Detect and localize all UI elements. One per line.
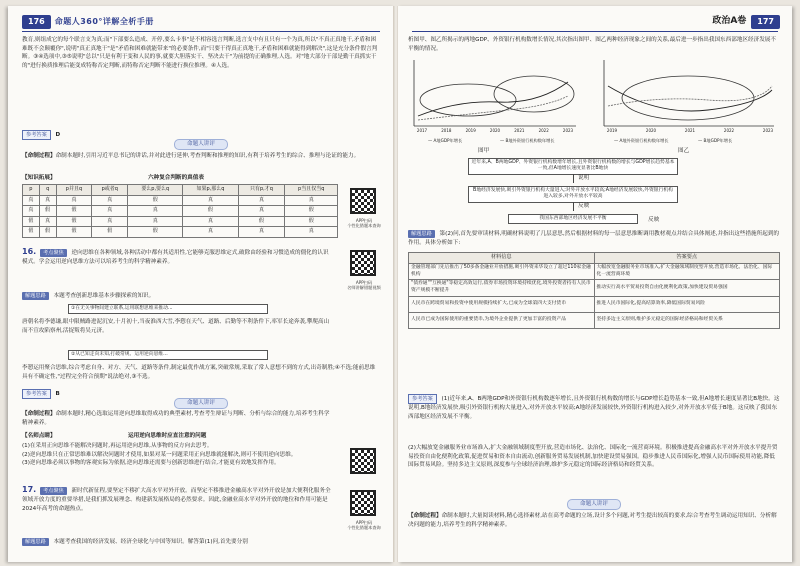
flow-arrow-1 [573, 174, 574, 183]
compare-cell-material: 人民币在跨境贸易和投资中使用规模持续扩大,已成为全球第四大支付货币 [409, 296, 595, 312]
truth-table-cell: 假 [56, 206, 92, 217]
truth-table-cell: 真 [238, 206, 285, 217]
q16-solve-text: 本题考查创新思维基本步骤探索的知识。 [53, 293, 155, 299]
answer-1: D [55, 132, 61, 138]
truth-table-wrapper [22, 184, 338, 238]
truth-table-cell: 真 [183, 227, 238, 238]
charts-illustration [408, 56, 780, 146]
qr-code-3[interactable] [350, 448, 376, 474]
qr-caption-2: APP扫码 名师讲解错题视频 [347, 280, 381, 291]
truth-table-header-cell: p当且仅当q [285, 185, 338, 196]
qr-caption-3: APP扫码 个性化错题本查询 [347, 520, 381, 531]
flow-label-2: 反映 [578, 203, 590, 209]
truth-table-cell: 真 [183, 195, 238, 206]
truth-table-cell: 真 [92, 216, 128, 227]
header-rule [22, 31, 380, 32]
year-tick-label: 2019 [465, 128, 476, 133]
truth-table-cell: 假 [285, 216, 338, 227]
truth-table-cell: 假 [92, 227, 128, 238]
method-points [22, 442, 334, 468]
answer-2-label: 参考答案 [22, 389, 51, 399]
left-page-number: 176 [22, 15, 51, 29]
truth-table-cell: 真 [92, 195, 128, 206]
truth-table-header-cell: 如果p,那么q [183, 185, 238, 196]
method-label: 【名师点睛】 [22, 433, 56, 439]
compare-cell-answer: 大幅放宽金融服务业市场准入,扩大金融领域制度型开放,营造市场化、法治化、国际化一流营商环境 [594, 263, 780, 279]
knowledge-label: 【知识拓展】 [22, 175, 56, 181]
truth-table-cell: 假 [39, 206, 56, 217]
ref-answer-tag: 参考答案 [408, 394, 437, 404]
truth-table-cell: 假 [23, 227, 40, 238]
truth-table-title: 六种复合判断的真值表 [148, 175, 204, 181]
chart-jia [414, 60, 576, 144]
truth-table-cell: 假 [285, 206, 338, 217]
compare-header-material: 材料信息 [409, 253, 595, 264]
band-commentary-2: 命题人讲评 [22, 399, 380, 408]
q17-focus-tag: 考点聚焦 [40, 487, 67, 495]
q16-flow-box-2: ②从已知走向未知,打破常规、运用逆向思维... [68, 350, 268, 360]
analysis-tag: 解题思路 [408, 230, 435, 238]
band-commentary-right: 命题人讲评 [408, 500, 780, 509]
year-tick-label: 2020 [489, 128, 501, 133]
truth-table-cell: 真 [238, 227, 285, 238]
truth-table-cell: 假 [23, 216, 40, 227]
truth-table-header-row [23, 185, 338, 196]
left-page-header [22, 14, 154, 30]
analysis-paragraph: 解题思路 第(2)问,首先要审读材料,明确材料说明了几层意思,然后根据材料的每一层意思推断调用教材观点并结合具体阐述,并指出这些措施所起到的作用。具体分析如下: [408, 231, 780, 246]
flow-arrow-2 [573, 202, 574, 211]
chart-yi-caption: 图乙 [678, 148, 690, 154]
qr-code-2[interactable] [350, 250, 376, 276]
q17-solve-row [22, 538, 334, 547]
question-17-number: 17. [22, 485, 37, 494]
right-header-rule [412, 31, 778, 32]
truth-table-cell: 假 [39, 227, 56, 238]
flow-box-1: 近年来,A、B两地GDP、外资银行机构数增年增长,且外资银行机构数的增长与GDP增长趋势基本一致,但A地增长速度显著比B地快 [468, 158, 678, 175]
year-tick-label: 2021 [684, 128, 696, 133]
left-page [8, 6, 394, 562]
year-tick-label: 2020 [645, 128, 657, 133]
truth-table-header-cell: p并且q [56, 185, 92, 196]
qr-code-4[interactable] [350, 490, 376, 516]
truth-table-cell: 真 [56, 195, 92, 206]
truth-table-cell: 真 [23, 195, 40, 206]
chart-jia-caption: 图甲 [478, 148, 490, 154]
compare-row [409, 263, 780, 279]
q16-text: 逆向思维在各种领域,各种活动中都有其适用性,它能够克服思维定式,破除由经验和习惯造成的僵化的认识模式。学会运用逆向思维方法可以培养考生的科学精神素养。 [22, 250, 329, 266]
truth-table-cell: 假 [238, 216, 285, 227]
year-tick-label: 2022 [723, 128, 735, 133]
q17-solve-text: 本题考查我国的经济发展、经济全球化与中国等知识。解答第(1)问,首先要分别 [53, 539, 248, 545]
year-tick-label: 2021 [514, 128, 525, 133]
truth-table-cell: 真 [128, 216, 183, 227]
comment-1: 【命制过程】命制本题时,引用习近平总书记的讲话,并对此进行延伸,考查判断和推理的知识,有利于培养考生的综合、推理与论证的能力。 [22, 153, 360, 159]
truth-table-header-cell: p或者q [92, 185, 128, 196]
legend-a: — A地GDP年增长 [428, 138, 463, 143]
right-intro: 析图甲、图乙所揭示的两地GDP、外资银行机构数增长情况,其次指出图甲、图乙两种经济现象之间的关系,最后进一步指出我国东西部地区经济发展不平衡的情况。 [408, 37, 776, 52]
truth-table-row [23, 195, 338, 206]
qr-code-1[interactable] [350, 188, 376, 214]
flow-box-3: 我国东西部地区经济发展不平衡 [508, 214, 638, 224]
compare-cell-answer: 推进人民币国际化,提高结算效率,降低国际贸易风险 [594, 296, 780, 312]
book-title: 命题人360°详解全析手册 [54, 17, 154, 26]
right-comment: 【命制过程】命制本题时,大量阅读材料,精心选择素材,站在高考命题的立场,设计多个问题,对考生提出较高的要求,综合考查考生调动运用知识、分析解决问题的能力,培养考生的科学精神素养。 [408, 513, 777, 528]
truth-table-cell: 真 [92, 206, 128, 217]
year-tick-label: 2023 [762, 128, 774, 133]
q17-solve-tag: 解题思路 [22, 538, 49, 546]
flow-label-1: 说明 [578, 175, 590, 181]
year-tick-label: 2023 [562, 128, 574, 133]
reference-answer-1: 参考答案 (1)近年来,A、B两地GDP和外资银行机构数逐年增长,且外资银行机构数的增长与GDP增长趋势基本一致,但A地增长速度显著比B地快。这说明,B地经济发展快,吸引外资银行机构大量进入,对外开放水平较高;A地经济发展较快,外资银行机构进入较少,对外开放水平低于B地。这反映了我国东西部地区经济发展不平衡。 [408, 396, 780, 420]
q16-solve-row [22, 292, 154, 301]
truth-table-header-cell: 只有p,才q [238, 185, 285, 196]
q16-solve-tag: 解题思路 [22, 292, 49, 300]
chart-yi [604, 60, 774, 144]
legend-a2: — A地外资银行机构数年增长 [614, 138, 669, 143]
right-page-header [712, 14, 780, 30]
compare-row [409, 296, 780, 312]
answer-2-row [22, 389, 60, 399]
compare-cell-answer: 坚持多边主义原则,维护多元稳定的国际经济格局和经贸关系 [594, 312, 780, 328]
subject-title: 政治A卷 [712, 16, 747, 27]
method-point-2: (2)逆向思维只在正常思维难以解决问题时才使用,如果对某一问题采用正向思维就能解决,则可不使用逆向思维。 [22, 451, 297, 458]
method-title: 运用逆向思维时应直注意的问题 [128, 433, 207, 439]
truth-table-header-cell: p [23, 185, 40, 196]
legend-b2: — B地GDP年增长 [698, 138, 733, 143]
answer-1-row [22, 130, 60, 140]
truth-table-cell: 假 [128, 195, 183, 206]
truth-table-cell: 真 [238, 195, 285, 206]
truth-table-cell: 真 [183, 216, 238, 227]
q16-detail: 唐朝名将李德谦,眼中限贼路进泥沉安,十月初十,当夜淮西大雪,李愬在天气、道路、后勤等不利条件下,率军长途奔袭,攀爬高山而不宣攻陷察州,活捉叛将吴元济。 [22, 319, 330, 334]
truth-table-cell: 真 [39, 216, 56, 227]
year-tick-label: 2017 [416, 128, 428, 133]
compare-table-wrapper [408, 252, 780, 329]
qr-caption-1: APP扫码 个性化错题本查询 [347, 218, 381, 229]
right-page-number: 177 [751, 15, 780, 29]
compare-cell-material: 金融管理部门先后推出了50多条金融业开放措施,吸引外资来华设立了超过110家金融机构 [409, 263, 595, 279]
truth-table-cell: 假 [56, 216, 92, 227]
reference-answer-2: (2)大幅放宽金融服务业市场准入,扩大金融领域制度型开放,营造市场化、法治化、国际化一流营商环境。积极推进提高金融高水平对外开放水平提升贸易投资自由化便利化政策,促进贸易和资本自由流动,创新服务贸易发展机制,加快建设贸易强国。稳步推进人民币国际化,增强人民币国际使用功能,降低国际贸易风险。坚持多边主义原则,深度参与全球经济治理,维护多元稳定的国际经济格局和经贸关系。 [408, 445, 778, 469]
question-17 [22, 484, 334, 514]
truth-table-cell: 真 [285, 195, 338, 206]
right-page [398, 6, 792, 562]
q17-text: 新时代新征程,要坚定不移扩大高水平对外开放。而坚定不移推进金融高水平对外开放是加大便利化服务全领域开放力度的重要举措,是我们抓发展理念、构建新发展格局的必然要求。因此,金融业高水平对外开放的地位和作用可能是2024年高考的命题热点。 [22, 488, 331, 513]
flow-box-2: B地经济发展快,吸引外资银行机构大量进入;对外开放水平较高;A地经济发展较快,外资银行机构进入较多,对外开放水平较高 [468, 186, 678, 203]
compare-cell-material: 人民币已成为国际使用的重要货币,为境外企业提供了更加丰富的投资产品 [409, 312, 595, 328]
compare-row [409, 280, 780, 296]
truth-table-cell: 真 [39, 195, 56, 206]
truth-table-row [23, 216, 338, 227]
method-point-1: (1)在采用正向思维不能解决问题时,再运用逆向思维,从事物的反方向去思考。 [22, 443, 213, 449]
compare-cell-answer: 推动实行高水平贸易投资自由化便利化政策,加快建设贸易强国 [594, 280, 780, 296]
flow-label-3: 反映 [648, 217, 660, 223]
truth-table-row [23, 206, 338, 217]
truth-table-header-cell: 要么p,要么q [128, 185, 183, 196]
q16-flow-box-1: ①在无关事物间建立联系,运用联想思维来推动... [68, 304, 268, 314]
question-16 [22, 246, 334, 267]
compare-header-answer: 答案要点 [594, 253, 780, 264]
comment-2: 【命制过程】命制本题时,精心选取运用逆向思维取得成功的典型素材,考查考生辩证与判断、分析与综合的能力,培养考生科学精神素养。 [22, 411, 330, 426]
truth-table [22, 184, 338, 238]
truth-table-header-cell: q [39, 185, 56, 196]
truth-table-cell: 假 [56, 227, 92, 238]
q16-focus-tag: 考点聚焦 [40, 249, 67, 257]
year-tick-label: 2019 [606, 128, 618, 133]
year-tick-label: 2018 [441, 128, 452, 133]
truth-table-cell: 假 [183, 206, 238, 217]
question-16-number: 16. [22, 247, 37, 256]
compare-table [408, 252, 780, 329]
truth-table-cell: 假 [128, 227, 183, 238]
truth-table-row [23, 227, 338, 238]
truth-table-cell: 真 [285, 227, 338, 238]
band-commentary-1: 命题人讲评 [22, 140, 380, 149]
intro-paragraph: 教育,则组成它的每个联言支为真;而"下部要么造成、开停,要么卡事"是不相容选言判断,选言支中有且只有一个为真,所以"不真正真地干,矛盾和困难既不会颠覆你",说明"真正真地干"是"矛盾和困难就能带来"的必要条件,而"只要干得真正真地干,矛盾和困难就能得到解决",这是充分条件假言判断。③④选项中,③⑤说明"总以"只是有利于变和人民的事,就要大胆落实干、坚决去干"为前提的正确推理,人选。对"地大部分干部是勤干真抓实干的"进行换质推理后能变成特称否定判断,而特称否定判断不能进行换位推理。④人选。 [22, 37, 378, 69]
answer-2: B [55, 391, 60, 397]
answer-label: 参考答案 [22, 130, 51, 140]
legend-b: — B地外资银行机构数年增长 [500, 138, 555, 143]
truth-table-cell: 真 [23, 206, 40, 217]
q16-detail-2: 李愬运用聚合思维,综合考虑自身、对方、天气、道路等条件,制定最优作战方案,突破常规,采取了常人意想不到的方式,出奇制胜;④不选;能前思维具有不确定性,"过程完全符合预期"说法绝对,③不选。 [22, 365, 376, 380]
method-point-3: (3)逆向思维必须以事物的客观实际为依据,逆向思维还需要与创新思维进行结合,才能更有效地发挥作用。 [22, 460, 280, 467]
compare-row [409, 312, 780, 328]
truth-table-cell: 真 [128, 206, 183, 217]
year-tick-label: 2022 [538, 128, 549, 133]
compare-cell-material: "债券通""互换通"等稳定高效运行,债券市场投资环境持续优化,境外投资者持有人民币资产规模不断提升 [409, 280, 595, 296]
